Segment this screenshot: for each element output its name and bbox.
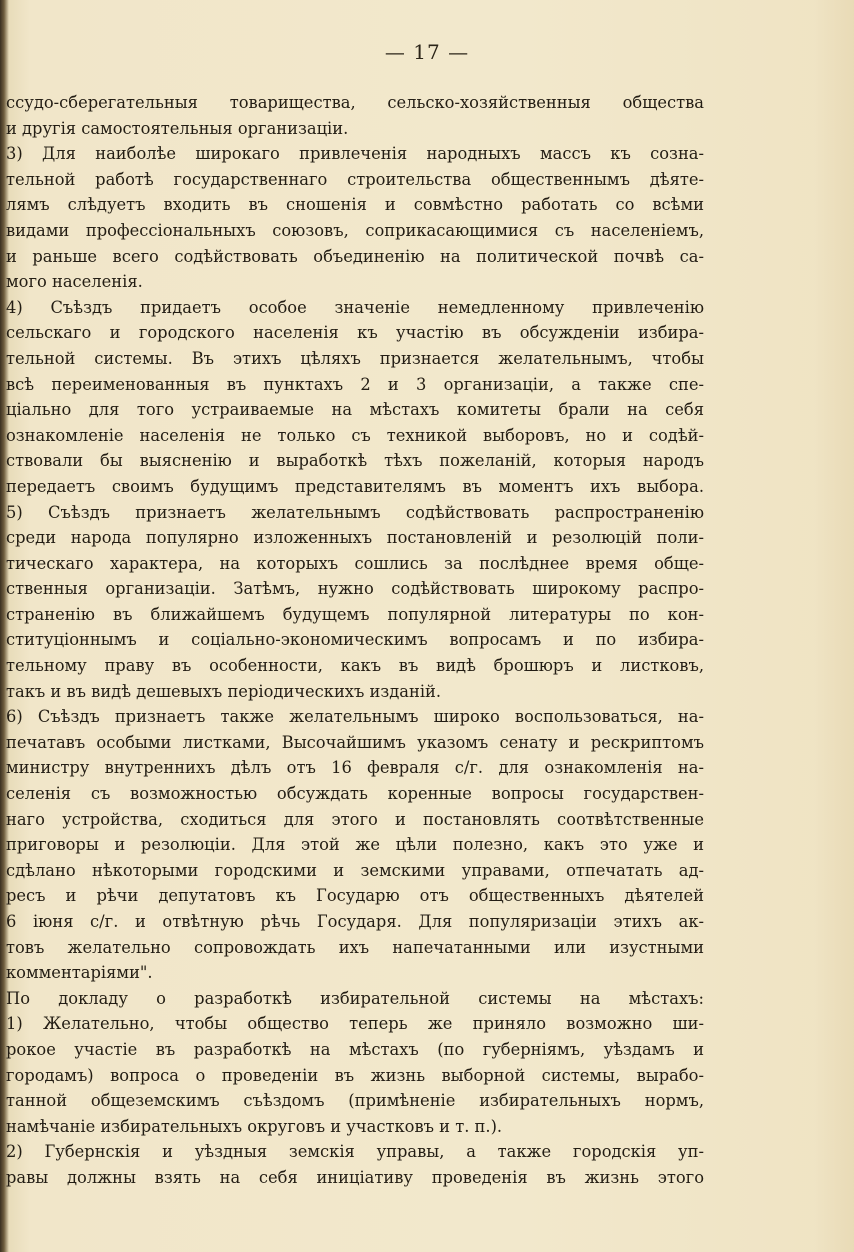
text-line: По докладу о разработкѣ избирательной системы на мѣстахъ: (6, 988, 704, 1008)
text-line: лямъ слѣдуетъ входить въ сношенія и совмѣстно работать со всѣми (6, 195, 704, 215)
text-line: 4) Съѣздъ придаетъ особое значеніе немедленному привлеченію (6, 297, 704, 317)
text-line: министру внутреннихъ дѣлъ отъ 16 февраля с/г. для ознакомленія на- (6, 758, 704, 778)
text-line: намѣчаніе избирательныхъ округовъ и участковъ и т. п.). (6, 1116, 503, 1136)
body-text (6, 90, 704, 1191)
text-line: тельному праву въ особенности, какъ въ видѣ брошюръ и листковъ, (6, 656, 704, 676)
text-line: и раньше всего содѣйствовать объединенію на политической почвѣ са- (6, 246, 704, 266)
page-edge-shading (814, 0, 854, 1252)
text-line: ознакомленіе населенія не только съ техникой выборовъ, но и содѣй- (6, 425, 704, 445)
text-line: ственныя организаціи. Затѣмъ, нужно содѣйствовать широкому распро- (6, 579, 704, 599)
text-line: ствовали бы выясненію и выработкѣ тѣхъ пожеланій, которыя народъ (6, 451, 704, 471)
text-line: рокое участіе въ разработкѣ на мѣстахъ (по губерніямъ, уѣздамъ и (6, 1039, 704, 1059)
text-line: видами профессіональныхъ союзовъ, соприкасающимися съ населеніемъ, (6, 220, 704, 240)
text-line: страненію въ ближайшемъ будущемъ популярной литературы по кон- (6, 604, 704, 624)
text-line: такъ и въ видѣ дешевыхъ періодическихъ изданій. (6, 681, 442, 701)
text-line: приговоры и резолюціи. Для этой же цѣли полезно, какъ это уже и (6, 835, 704, 855)
text-line: ціально для того устраиваемые на мѣстахъ комитеты брали на себя (6, 400, 704, 420)
text-line: равы должны взять на себя иниціативу проведенія въ жизнь этого (6, 1167, 704, 1187)
text-line: всѣ переименованныя въ пунктахъ 2 и 3 организаціи, а также спе- (6, 374, 704, 394)
text-line: городамъ) вопроса о проведеніи въ жизнь выборной системы, вырабо- (6, 1065, 704, 1085)
text-line: 3) Для наиболѣе широкаго привлеченія народныхъ массъ къ созна- (6, 144, 704, 164)
text-line: тельной системы. Въ этихъ цѣляхъ признается желательнымъ, чтобы (6, 348, 704, 368)
text-line: 5) Съѣздъ признаетъ желательнымъ содѣйствовать распространенію (6, 502, 704, 522)
text-line: ресъ и рѣчи депутатовъ къ Государю отъ общественныхъ дѣятелей (6, 886, 704, 906)
text-line: товъ желательно сопровождать ихъ напечатанными или изустными (6, 937, 704, 957)
text-line: 1) Желательно, чтобы общество теперь же приняло возможно ши- (6, 1014, 704, 1034)
text-line: печатавъ особыми листками, Высочайшимъ указомъ сенату и рескриптомъ (6, 732, 704, 752)
text-line: наго устройства, сходиться для этого и постановлять соотвѣтственные (6, 809, 704, 829)
text-line: танной общеземскимъ съѣздомъ (примѣненіе избирательныхъ нормъ, (6, 1091, 704, 1111)
page-number: — 17 — (384, 40, 470, 64)
text-line: 6 іюня с/г. и отвѣтную рѣчь Государя. Для популяризаціи этихъ ак- (6, 912, 704, 931)
text-line: тическаго характера, на которыхъ сошлись за послѣднее время обще- (6, 553, 704, 573)
text-line: ституціоннымъ и соціально-экономическимъ вопросамъ и по избира- (6, 630, 704, 650)
text-line: комментаріями". (6, 963, 153, 983)
text-line: 2) Губернскія и уѣздныя земскія управы, а также городскія уп- (6, 1142, 704, 1162)
text-line: среди народа популярно изложенныхъ постановленій и резолюцій поли- (6, 528, 704, 548)
text-line: ссудо-сберегательныя товарищества, сельско-хозяйственныя общества (6, 93, 704, 112)
text-line: мого населенія. (6, 272, 143, 292)
text-line: сельскаго и городского населенія къ участію въ обсужденіи избира- (6, 323, 704, 343)
text-line: тельной работѣ государственнаго строительства общественнымъ дѣяте- (6, 169, 704, 189)
text-line: селенія съ возможностью обсуждать коренные вопросы государствен- (6, 784, 704, 804)
text-line: сдѣлано нѣкоторыми городскими и земскими управами, отпечатать ад- (6, 860, 704, 880)
text-line: передаетъ своимъ будущимъ представителямъ въ моментъ ихъ выбора. (6, 476, 704, 496)
text-line: и другія самостоятельныя организаціи. (6, 118, 349, 138)
text-line: 6) Съѣздъ признаетъ также желательнымъ широко воспользоваться, на- (6, 707, 704, 727)
